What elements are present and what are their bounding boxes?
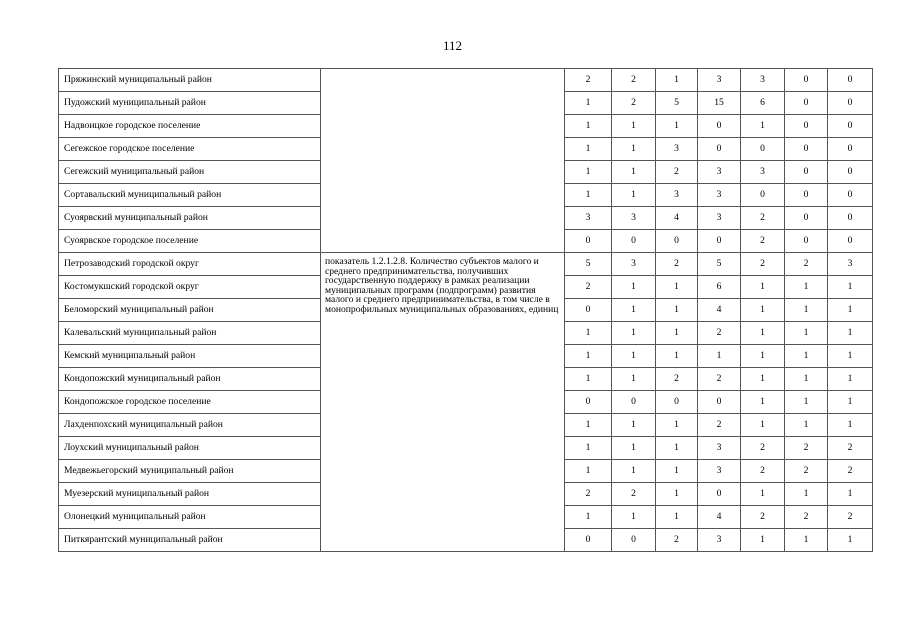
value-cell: 0 xyxy=(741,138,785,161)
value-cell: 1 xyxy=(741,299,785,322)
municipality-name: Сегежское городское поселение xyxy=(59,138,321,161)
value-cell: 0 xyxy=(785,92,828,115)
municipality-name: Кондопожский муниципальный район xyxy=(59,368,321,391)
value-cell: 1 xyxy=(612,506,656,529)
value-cell: 1 xyxy=(785,299,828,322)
value-cell: 0 xyxy=(785,115,828,138)
value-cell: 0 xyxy=(785,69,828,92)
value-cell: 0 xyxy=(828,138,873,161)
municipality-name: Пряжинский муниципальный район xyxy=(59,69,321,92)
value-cell: 1 xyxy=(656,414,698,437)
municipality-name: Сортавальский муниципальный район xyxy=(59,184,321,207)
value-cell: 1 xyxy=(656,115,698,138)
value-cell: 2 xyxy=(698,322,741,345)
value-cell: 0 xyxy=(565,391,612,414)
value-cell: 4 xyxy=(698,506,741,529)
value-cell: 1 xyxy=(785,276,828,299)
value-cell: 1 xyxy=(565,161,612,184)
value-cell: 0 xyxy=(828,92,873,115)
value-cell: 1 xyxy=(741,391,785,414)
value-cell: 1 xyxy=(828,345,873,368)
value-cell: 0 xyxy=(565,299,612,322)
value-cell: 0 xyxy=(785,161,828,184)
value-cell: 1 xyxy=(785,414,828,437)
value-cell: 1 xyxy=(656,506,698,529)
value-cell: 1 xyxy=(828,414,873,437)
value-cell: 0 xyxy=(741,184,785,207)
value-cell: 1 xyxy=(656,322,698,345)
value-cell: 1 xyxy=(565,184,612,207)
value-cell: 3 xyxy=(698,161,741,184)
value-cell: 0 xyxy=(785,138,828,161)
value-cell: 1 xyxy=(565,115,612,138)
value-cell: 1 xyxy=(741,483,785,506)
value-cell: 1 xyxy=(785,322,828,345)
value-cell: 1 xyxy=(565,345,612,368)
municipality-name: Муезерский муниципальный район xyxy=(59,483,321,506)
value-cell: 1 xyxy=(565,322,612,345)
value-cell: 6 xyxy=(698,276,741,299)
value-cell: 0 xyxy=(612,391,656,414)
value-cell: 1 xyxy=(698,345,741,368)
municipality-name: Костомукшский городской округ xyxy=(59,276,321,299)
value-cell: 1 xyxy=(828,483,873,506)
value-cell: 3 xyxy=(656,138,698,161)
municipality-name: Лахденпохский муниципальный район xyxy=(59,414,321,437)
value-cell: 1 xyxy=(656,483,698,506)
value-cell: 2 xyxy=(656,161,698,184)
municipality-name: Лоухский муниципальный район xyxy=(59,437,321,460)
value-cell: 2 xyxy=(656,253,698,276)
value-cell: 3 xyxy=(741,161,785,184)
value-cell: 4 xyxy=(698,299,741,322)
value-cell: 1 xyxy=(741,115,785,138)
value-cell: 2 xyxy=(741,460,785,483)
value-cell: 0 xyxy=(828,115,873,138)
value-cell: 1 xyxy=(612,299,656,322)
value-cell: 1 xyxy=(785,345,828,368)
value-cell: 0 xyxy=(612,230,656,253)
value-cell: 2 xyxy=(741,506,785,529)
municipality-name: Суоярвский муниципальный район xyxy=(59,207,321,230)
value-cell: 1 xyxy=(612,161,656,184)
value-cell: 2 xyxy=(698,414,741,437)
value-cell: 0 xyxy=(698,391,741,414)
municipality-name: Кондопожское городское поселение xyxy=(59,391,321,414)
value-cell: 3 xyxy=(612,207,656,230)
value-cell: 1 xyxy=(656,69,698,92)
value-cell: 1 xyxy=(828,322,873,345)
indicator-description: показатель 1.2.1.2.8. Количество субъектов малого и среднего предпринимательства, получивших государственную поддержку в рамках реализации муниципальных программ (подпрограмм) развития малого и среднего предпринимательства, в том числе в монопрофильных муниципальных образованиях, единиц xyxy=(321,253,565,552)
value-cell: 4 xyxy=(656,207,698,230)
value-cell: 1 xyxy=(785,368,828,391)
municipality-name: Петрозаводский городской округ xyxy=(59,253,321,276)
value-cell: 3 xyxy=(698,207,741,230)
value-cell: 2 xyxy=(565,483,612,506)
value-cell: 1 xyxy=(565,368,612,391)
value-cell: 1 xyxy=(656,345,698,368)
value-cell: 2 xyxy=(828,460,873,483)
value-cell: 15 xyxy=(698,92,741,115)
value-cell: 2 xyxy=(741,253,785,276)
value-cell: 1 xyxy=(565,437,612,460)
value-cell: 1 xyxy=(612,345,656,368)
value-cell: 3 xyxy=(698,184,741,207)
value-cell: 2 xyxy=(785,506,828,529)
value-cell: 1 xyxy=(656,437,698,460)
value-cell: 1 xyxy=(612,138,656,161)
municipality-name: Надвоицкое городское поселение xyxy=(59,115,321,138)
value-cell: 5 xyxy=(565,253,612,276)
value-cell: 0 xyxy=(656,391,698,414)
value-cell: 0 xyxy=(698,138,741,161)
value-cell: 2 xyxy=(565,69,612,92)
value-cell: 1 xyxy=(612,460,656,483)
municipality-name: Кемский муниципальный район xyxy=(59,345,321,368)
value-cell: 1 xyxy=(741,368,785,391)
value-cell: 3 xyxy=(698,69,741,92)
value-cell: 2 xyxy=(741,230,785,253)
table-body xyxy=(59,69,873,552)
value-cell: 1 xyxy=(741,345,785,368)
value-cell: 2 xyxy=(656,529,698,552)
value-cell: 1 xyxy=(612,115,656,138)
value-cell: 1 xyxy=(565,138,612,161)
table-row xyxy=(59,69,873,92)
value-cell: 0 xyxy=(828,230,873,253)
municipality-name: Олонецкий муниципальный район xyxy=(59,506,321,529)
value-cell: 3 xyxy=(698,529,741,552)
value-cell: 3 xyxy=(828,253,873,276)
value-cell: 0 xyxy=(828,69,873,92)
value-cell: 0 xyxy=(828,184,873,207)
value-cell: 0 xyxy=(828,161,873,184)
value-cell: 1 xyxy=(565,460,612,483)
value-cell: 2 xyxy=(828,437,873,460)
table-row xyxy=(59,253,873,276)
value-cell: 2 xyxy=(612,92,656,115)
value-cell: 1 xyxy=(741,276,785,299)
value-cell: 2 xyxy=(612,69,656,92)
value-cell: 0 xyxy=(698,115,741,138)
value-cell: 1 xyxy=(612,184,656,207)
value-cell: 1 xyxy=(612,276,656,299)
value-cell: 3 xyxy=(656,184,698,207)
value-cell: 1 xyxy=(656,460,698,483)
value-cell: 1 xyxy=(565,414,612,437)
value-cell: 1 xyxy=(741,322,785,345)
value-cell: 2 xyxy=(785,253,828,276)
indicator-table xyxy=(58,68,873,552)
value-cell: 1 xyxy=(785,483,828,506)
indicator-cell-top xyxy=(321,69,565,253)
value-cell: 1 xyxy=(785,529,828,552)
value-cell: 0 xyxy=(656,230,698,253)
value-cell: 3 xyxy=(698,460,741,483)
municipality-name: Калевальский муниципальный район xyxy=(59,322,321,345)
municipality-name: Беломорский муниципальный район xyxy=(59,299,321,322)
value-cell: 0 xyxy=(785,207,828,230)
value-cell: 1 xyxy=(741,414,785,437)
value-cell: 2 xyxy=(741,207,785,230)
value-cell: 1 xyxy=(828,391,873,414)
value-cell: 3 xyxy=(698,437,741,460)
value-cell: 1 xyxy=(565,506,612,529)
value-cell: 0 xyxy=(828,207,873,230)
value-cell: 0 xyxy=(785,230,828,253)
value-cell: 3 xyxy=(741,69,785,92)
municipality-name: Сегежский муниципальный район xyxy=(59,161,321,184)
value-cell: 2 xyxy=(565,276,612,299)
value-cell: 0 xyxy=(565,529,612,552)
value-cell: 0 xyxy=(565,230,612,253)
value-cell: 1 xyxy=(828,276,873,299)
value-cell: 0 xyxy=(785,184,828,207)
value-cell: 1 xyxy=(828,299,873,322)
municipality-name: Пудожский муниципальный район xyxy=(59,92,321,115)
value-cell: 2 xyxy=(656,368,698,391)
value-cell: 2 xyxy=(698,368,741,391)
value-cell: 2 xyxy=(785,437,828,460)
value-cell: 2 xyxy=(828,506,873,529)
value-cell: 1 xyxy=(612,414,656,437)
value-cell: 0 xyxy=(612,529,656,552)
value-cell: 5 xyxy=(656,92,698,115)
municipality-name: Медвежьегорский муниципальный район xyxy=(59,460,321,483)
value-cell: 2 xyxy=(612,483,656,506)
value-cell: 1 xyxy=(656,299,698,322)
value-cell: 3 xyxy=(612,253,656,276)
value-cell: 3 xyxy=(565,207,612,230)
page-number: 112 xyxy=(442,38,463,53)
value-cell: 1 xyxy=(612,368,656,391)
value-cell: 5 xyxy=(698,253,741,276)
value-cell: 0 xyxy=(698,483,741,506)
municipality-name: Питкярантский муниципальный район xyxy=(59,529,321,552)
value-cell: 1 xyxy=(741,529,785,552)
value-cell: 2 xyxy=(741,437,785,460)
value-cell: 1 xyxy=(785,391,828,414)
value-cell: 2 xyxy=(785,460,828,483)
value-cell: 1 xyxy=(612,437,656,460)
value-cell: 1 xyxy=(828,368,873,391)
value-cell: 1 xyxy=(828,529,873,552)
value-cell: 0 xyxy=(698,230,741,253)
municipality-name: Суоярвское городское поселение xyxy=(59,230,321,253)
value-cell: 6 xyxy=(741,92,785,115)
value-cell: 1 xyxy=(565,92,612,115)
value-cell: 1 xyxy=(612,322,656,345)
value-cell: 1 xyxy=(656,276,698,299)
